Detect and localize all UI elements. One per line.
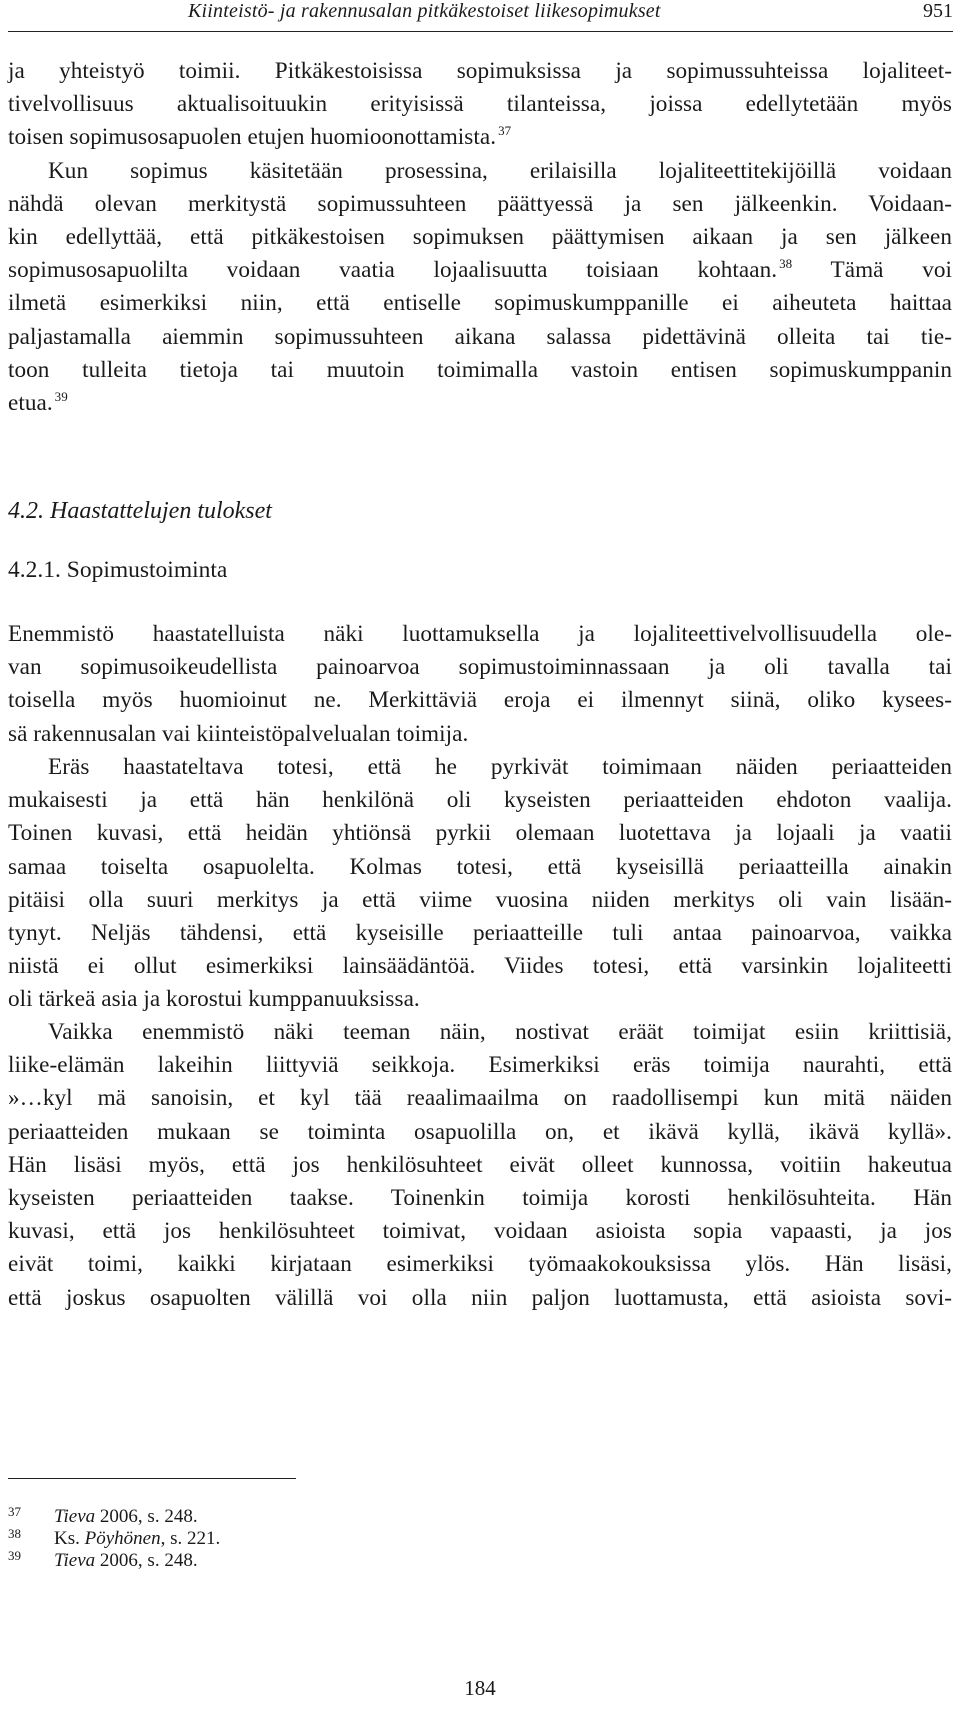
text-line: kyseisten periaatteiden taakse. Toinenkin toimija korosti henkilösuhteita. Hän bbox=[8, 1184, 952, 1211]
text-line: Hän lisäsi myös, että jos henkilösuhteet eivät olleet kunnossa, voitiin hakeutua bbox=[8, 1151, 952, 1178]
paragraph-enemmisto bbox=[8, 618, 952, 751]
footnote-ref-38: 38 bbox=[779, 256, 793, 272]
text-line: samaa toiselta osapuolelta. Kolmas totesi, että kyseisillä periaatteilla ainakin bbox=[8, 853, 952, 880]
section-heading: 4.2. Haastattelujen tulokset bbox=[8, 498, 272, 524]
text-line: Toinen kuvasi, että heidän yhtiönsä pyrkii olemaan luotettava ja lojaali ja vaatii bbox=[8, 820, 952, 847]
paragraph-haastateltavat bbox=[8, 751, 952, 1017]
running-title: Kiinteistö- ja rakennusalan pitkäkestoiset liikesopimukset bbox=[188, 0, 661, 22]
text-line: periaatteiden mukaan se toiminta osapuolilla on, et ikävä kyllä, ikävä kyllä». bbox=[8, 1118, 952, 1145]
text-line: sopimusosapuolilta voidaan vaatia lojaalisuutta toisiaan kohtaan. $^{38}$ Tämä voi bbox=[8, 256, 952, 284]
text-line: pitäisi olla suuri merkitys ja että viime vuosina niiden merkitys oli vain lisään- bbox=[8, 886, 952, 913]
footnote-divider bbox=[8, 1478, 296, 1479]
subsection-heading: 4.2.1. Sopimustoiminta bbox=[8, 557, 228, 583]
text-line: Eräs haastateltava totesi, että he pyrkivät toimimaan näiden periaatteiden bbox=[48, 754, 952, 780]
text-line: ja yhteistyö toimii. Pitkäkestoisissa sopimuksissa ja sopimussuhteissa lojaliteet- bbox=[8, 58, 952, 84]
text-line: toon tulleita tietoja tai muutoin toimimalla vastoin entisen sopimuskumppanin bbox=[8, 356, 952, 383]
journal-page-number: 951 bbox=[923, 0, 953, 22]
footnote-item: 39 Tieva 2006, s. 248. bbox=[8, 1548, 198, 1571]
text-line: oli tärkeä asia ja korostui kumppanuuksissa. bbox=[8, 986, 420, 1013]
footnote-ref-39: 39 bbox=[54, 388, 68, 404]
footnotes bbox=[8, 1506, 220, 1572]
text-line: kuvasi, että jos henkilösuhteet toimivat, voidaan asioista sopia vapaasti, ja jos bbox=[8, 1218, 952, 1245]
text-line: tynyt. Neljäs tähdensi, että kyseisille periaatteille tuli antaa painoarvoa, vaikka bbox=[8, 919, 952, 946]
text-line: Kun sopimus käsitetään prosessina, erilaisilla lojaliteettitekijöillä voidaan bbox=[48, 157, 952, 184]
page-number: 184 bbox=[464, 1676, 496, 1700]
text-line: mukaisesti ja että hän henkilönä oli kyseisten periaatteiden ehdoton vaalija. bbox=[8, 787, 952, 814]
footnote-item: 38 Ks. Pöyhönen, s. 221. bbox=[8, 1526, 221, 1549]
footnote-ref-37: 37 bbox=[498, 123, 512, 139]
paragraph-kriittiset bbox=[8, 1016, 952, 1315]
paragraph-lojaliteetti bbox=[8, 55, 952, 420]
text-line: »…kyl mä sanoisin, et kyl tää reaalimaailma on raadollisempi kun mitä näiden bbox=[8, 1085, 952, 1112]
text-line: niistä ei ollut esimerkiksi lainsäädäntöä. Viides totesi, että varsinkin lojaliteetti bbox=[8, 953, 952, 980]
text-line: nähdä olevan merkitystä sopimussuhteen päättyessä ja sen jälkeenkin. Voidaan- bbox=[8, 190, 952, 217]
text-line: paljastamalla aiemmin sopimussuhteen aikana salassa pidettävinä olleita tai tie- bbox=[8, 323, 952, 350]
text-line: toisella myös huomioinut ne. Merkittäviä eroja ei ilmennyt siinä, oliko kysees- bbox=[8, 687, 952, 714]
text-line: van sopimusoikeudellista painoarvoa sopimustoiminnassaan ja oli tavalla tai bbox=[8, 654, 952, 681]
text-line: tivelvollisuus aktualisoituukin erityisissä tilanteissa, joissa edellytetään myös bbox=[8, 91, 952, 118]
footnote-item: 37 Tieva 2006, s. 248. bbox=[8, 1504, 198, 1527]
text-line: toisen sopimusosapuolen etujen huomioonottamista. $^{37}$ bbox=[8, 123, 512, 151]
text-line: kin edellyttää, että pitkäkestoisen sopimuksen päättymisen aikaan ja sen jälkeen bbox=[8, 223, 952, 250]
text-line: Vaikka enemmistö näki teeman näin, nostivat eräät toimijat esiin kriittisiä, bbox=[48, 1019, 952, 1045]
text-line: Enemmistö haastatelluista näki luottamuksella ja lojaliteettivelvollisuudella ole- bbox=[8, 621, 952, 647]
text-line: liike-elämän lakeihin liittyviä seikkoja. Esimerkiksi eräs toimija naurahti, että bbox=[8, 1052, 952, 1079]
running-header bbox=[8, 0, 953, 32]
text-line: ilmetä esimerkiksi niin, että entiselle sopimuskumppanille ei aiheuteta haittaa bbox=[8, 290, 952, 317]
text-line: etua. $^{39}$ bbox=[8, 388, 68, 416]
text-line: sä rakennusalan vai kiinteistöpalvelualan toimija. bbox=[8, 720, 469, 747]
text-line: että joskus osapuolten välillä voi olla niin paljon luottamusta, että asioista sovi- bbox=[8, 1284, 952, 1311]
text-line: eivät toimi, kaikki kirjataan esimerkiksi työmaakokouksissa ylös. Hän lisäsi, bbox=[8, 1251, 952, 1278]
